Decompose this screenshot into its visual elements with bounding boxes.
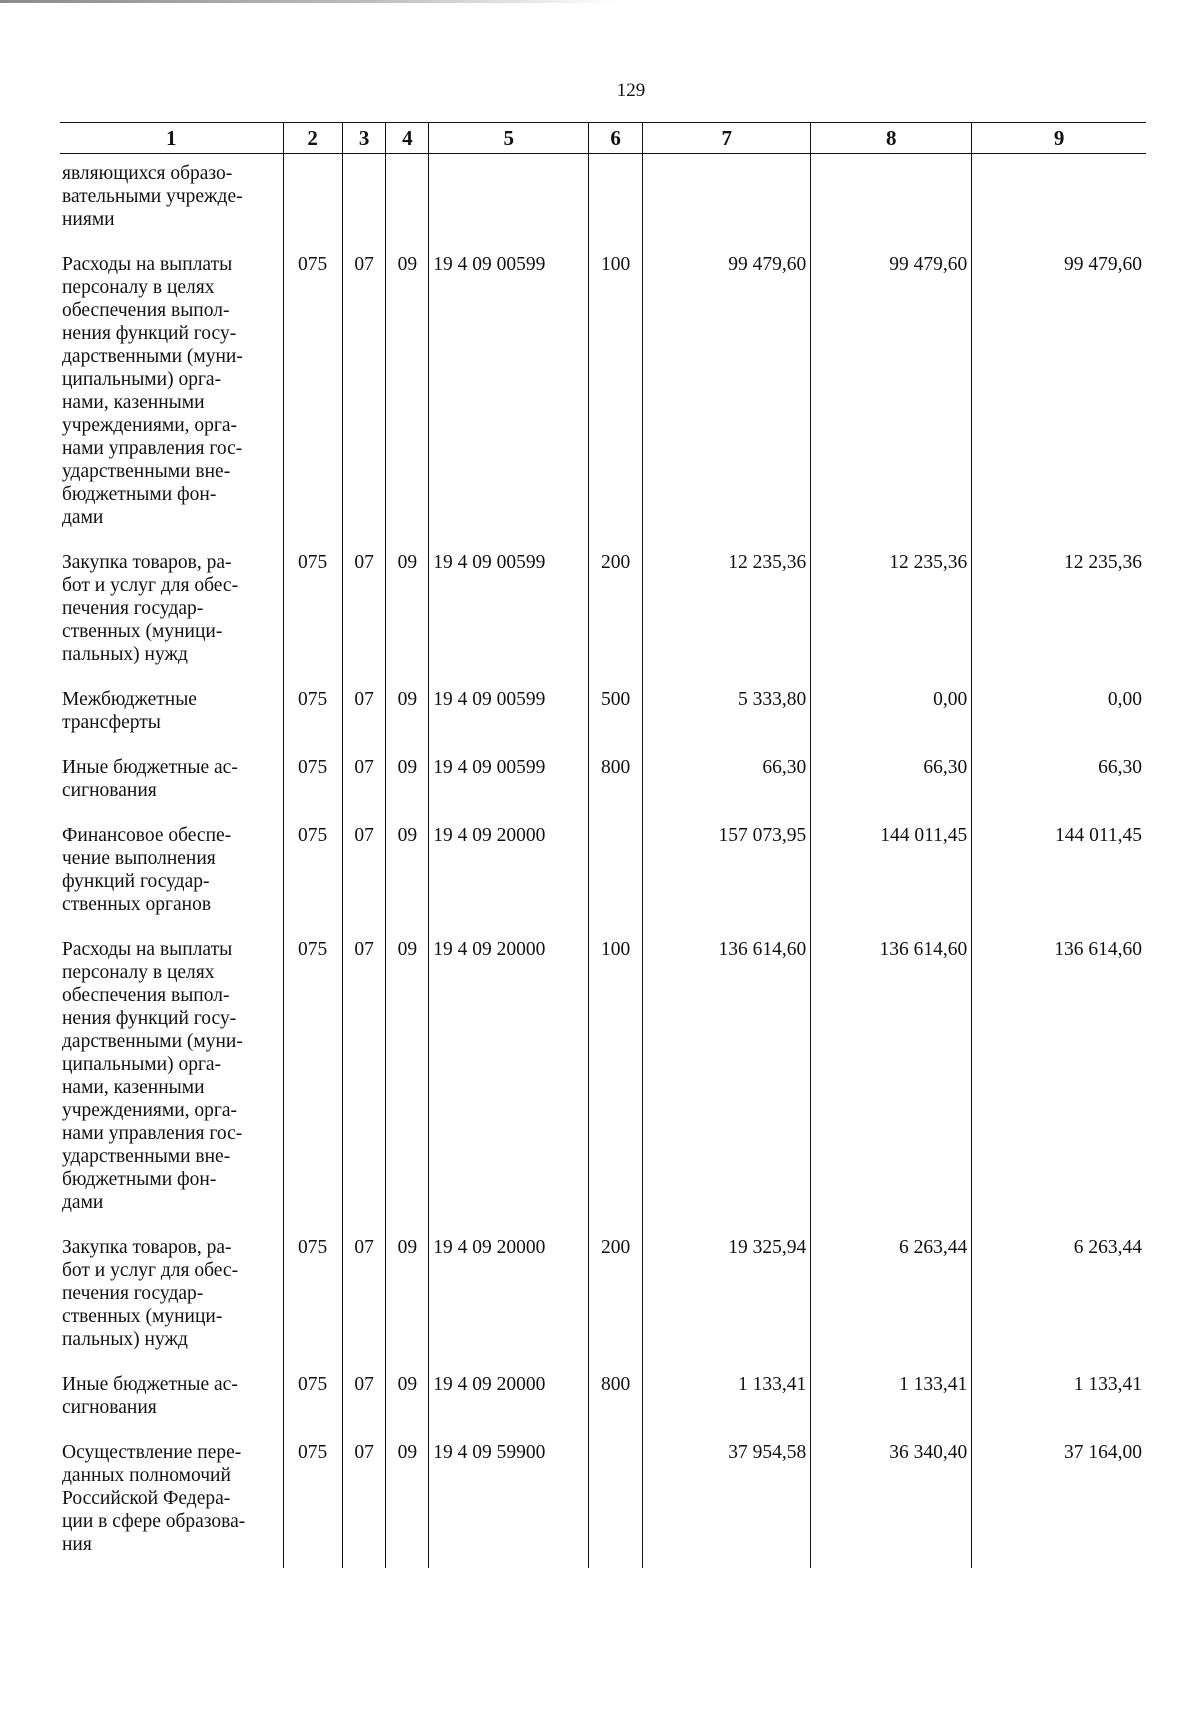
code-5-cell: 19 4 09 00599: [429, 551, 589, 688]
code-3-cell: 07: [342, 253, 386, 551]
code-5-cell: 19 4 09 59900: [429, 1441, 589, 1568]
column-header-4: 4: [386, 123, 429, 154]
amount-7-cell: 66,30: [643, 756, 811, 824]
row-name-cell: являющихся образо- вательными учрежде- ниями: [62, 163, 243, 230]
code-6-cell: [589, 824, 643, 938]
code-2-cell: 075: [283, 938, 342, 1236]
column-header-9: 9: [972, 123, 1146, 154]
code-5-cell: 19 4 09 20000: [429, 1373, 589, 1441]
code-2-cell: 075: [283, 1236, 342, 1373]
code-3-cell: 07: [342, 938, 386, 1236]
column-header-5: 5: [429, 123, 589, 154]
code-4-cell: 09: [386, 938, 429, 1236]
code-4-cell: 09: [386, 551, 429, 688]
code-4-cell: 09: [386, 1236, 429, 1373]
table-header: [60, 123, 1146, 154]
code-3-cell: 07: [342, 1236, 386, 1373]
table-row: [60, 154, 1146, 254]
column-header-3: 3: [342, 123, 386, 154]
amount-9-cell: [972, 154, 1146, 254]
amount-8-cell: 6 263,44: [811, 1236, 972, 1373]
amount-8-cell: 36 340,40: [811, 1441, 972, 1568]
amount-7-cell: 5 333,80: [643, 688, 811, 756]
amount-8-cell: 1 133,41: [811, 1373, 972, 1441]
table-row: [60, 551, 1146, 688]
row-name-cell: Расходы на выплаты персоналу в целях обеспечения выпол- нения функций госу- дарственными (муни- ципальными) орга- нами, казенными учреждениями, орга- нами управления гос- ударственными вне- бюджетными фон- дами: [62, 254, 243, 528]
scan-edge-line: [0, 0, 620, 3]
column-header-1: 1: [60, 123, 283, 154]
code-5-cell: 19 4 09 20000: [429, 824, 589, 938]
page-number: 129: [616, 80, 646, 101]
code-4-cell: [386, 154, 429, 254]
column-header-8: 8: [811, 123, 972, 154]
code-4-cell: 09: [386, 1441, 429, 1568]
amount-9-cell: 0,00: [972, 688, 1146, 756]
amount-7-cell: 157 073,95: [643, 824, 811, 938]
row-name-cell: Закупка товаров, ра- бот и услуг для обес- печения государ- ственных (муници- пальных) нужд: [62, 1237, 239, 1350]
code-5-cell: [429, 154, 589, 254]
amount-9-cell: 1 133,41: [972, 1373, 1146, 1441]
amount-8-cell: 12 235,36: [811, 551, 972, 688]
table-row: [60, 688, 1146, 756]
code-6-cell: 500: [589, 688, 643, 756]
amount-7-cell: [643, 154, 811, 254]
code-4-cell: 09: [386, 756, 429, 824]
code-5-cell: 19 4 09 00599: [429, 688, 589, 756]
row-name-cell: Закупка товаров, ра- бот и услуг для обес- печения государ- ственных (муници- пальных) нужд: [62, 552, 239, 665]
column-header-2: 2: [283, 123, 342, 154]
row-name-cell: Расходы на выплаты персоналу в целях обеспечения выпол- нения функций госу- дарственными (муни- ципальными) орга- нами, казенными учреждениями, орга- нами управления гос- ударственными вне- бюджетными фон- дами: [62, 939, 243, 1213]
amount-7-cell: 136 614,60: [643, 938, 811, 1236]
code-5-cell: 19 4 09 00599: [429, 756, 589, 824]
amount-7-cell: 1 133,41: [643, 1373, 811, 1441]
row-name-cell: Межбюджетные трансферты: [62, 689, 197, 733]
code-6-cell: 800: [589, 1373, 643, 1441]
amount-9-cell: 136 614,60: [972, 938, 1146, 1236]
code-2-cell: 075: [283, 551, 342, 688]
header-row: [60, 123, 1146, 154]
amount-9-cell: 6 263,44: [972, 1236, 1146, 1373]
table-row: [60, 253, 1146, 551]
code-3-cell: 07: [342, 688, 386, 756]
code-6-cell: [589, 154, 643, 254]
code-6-cell: 100: [589, 253, 643, 551]
code-6-cell: 200: [589, 551, 643, 688]
amount-7-cell: 19 325,94: [643, 1236, 811, 1373]
amount-8-cell: 144 011,45: [811, 824, 972, 938]
amount-9-cell: 37 164,00: [972, 1441, 1146, 1568]
row-name-cell: Финансовое обеспе- чение выполнения функций государ- ственных органов: [62, 825, 232, 915]
code-2-cell: 075: [283, 688, 342, 756]
code-2-cell: 075: [283, 1441, 342, 1568]
amount-8-cell: 99 479,60: [811, 253, 972, 551]
code-3-cell: 07: [342, 756, 386, 824]
amount-8-cell: [811, 154, 972, 254]
table-row: [60, 1373, 1146, 1441]
code-6-cell: 100: [589, 938, 643, 1236]
code-2-cell: [283, 154, 342, 254]
code-6-cell: [589, 1441, 643, 1568]
row-name-cell: Иные бюджетные ас- сигнования: [62, 757, 238, 801]
code-2-cell: 075: [283, 253, 342, 551]
table-row: [60, 938, 1146, 1236]
code-4-cell: 09: [386, 1373, 429, 1441]
amount-8-cell: 66,30: [811, 756, 972, 824]
code-3-cell: 07: [342, 824, 386, 938]
amount-9-cell: 144 011,45: [972, 824, 1146, 938]
amount-7-cell: 99 479,60: [643, 253, 811, 551]
amount-9-cell: 12 235,36: [972, 551, 1146, 688]
code-2-cell: 075: [283, 1373, 342, 1441]
amount-7-cell: 37 954,58: [643, 1441, 811, 1568]
code-4-cell: 09: [386, 253, 429, 551]
amount-9-cell: 66,30: [972, 756, 1146, 824]
code-3-cell: 07: [342, 551, 386, 688]
code-3-cell: 07: [342, 1441, 386, 1568]
code-5-cell: 19 4 09 20000: [429, 1236, 589, 1373]
table-row: [60, 756, 1146, 824]
code-3-cell: [342, 154, 386, 254]
code-5-cell: 19 4 09 00599: [429, 253, 589, 551]
table-row: [60, 824, 1146, 938]
code-2-cell: 075: [283, 824, 342, 938]
code-6-cell: 200: [589, 1236, 643, 1373]
code-4-cell: 09: [386, 824, 429, 938]
budget-table: [60, 122, 1146, 1568]
table-row: [60, 1441, 1146, 1568]
code-5-cell: 19 4 09 20000: [429, 938, 589, 1236]
amount-8-cell: 136 614,60: [811, 938, 972, 1236]
code-3-cell: 07: [342, 1373, 386, 1441]
row-name-cell: Осуществление пере- данных полномочий Российской Федера- ции в сфере образова- ния: [62, 1442, 246, 1555]
table-row: [60, 1236, 1146, 1373]
column-header-6: 6: [589, 123, 643, 154]
code-4-cell: 09: [386, 688, 429, 756]
amount-9-cell: 99 479,60: [972, 253, 1146, 551]
row-name-cell: Иные бюджетные ас- сигнования: [62, 1374, 238, 1418]
column-header-7: 7: [643, 123, 811, 154]
code-2-cell: 075: [283, 756, 342, 824]
table-body: [60, 154, 1146, 1569]
amount-8-cell: 0,00: [811, 688, 972, 756]
amount-7-cell: 12 235,36: [643, 551, 811, 688]
code-6-cell: 800: [589, 756, 643, 824]
